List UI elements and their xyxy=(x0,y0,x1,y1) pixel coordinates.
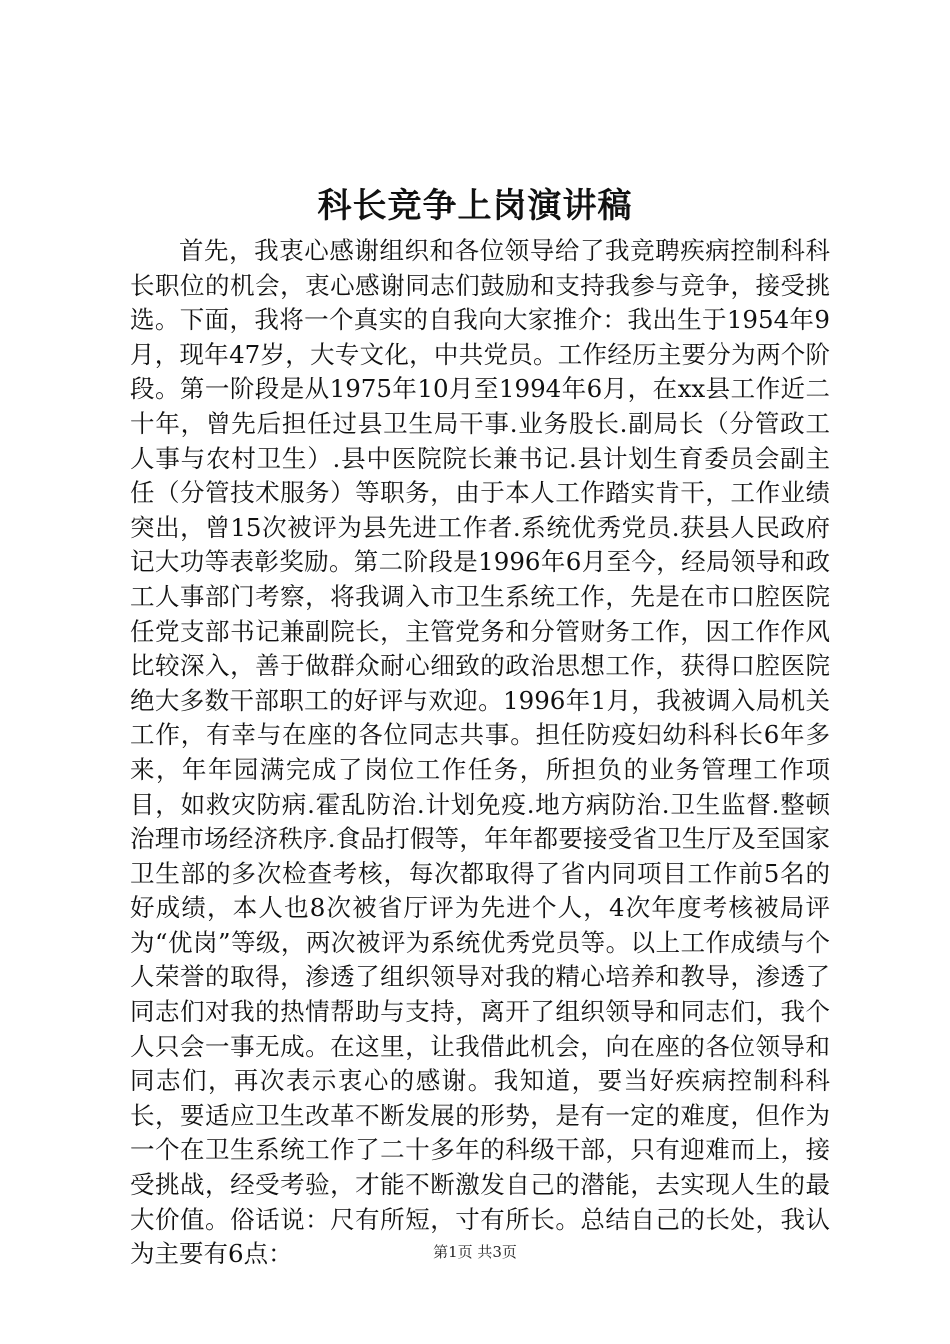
document-title: 科长竞争上岗演讲稿 xyxy=(317,186,633,226)
page-number-footer: 第1页 共3页 xyxy=(433,1243,517,1261)
document-body-paragraph: 首先，我衷心感谢组织和各位领导给了我竞聘疾病控制科科长职位的机会，衷心感谢同志们鼓励和支持我参与竞争，接受挑选。下面，我将一个真实的自我向大家推介：我出生于1954年9月，现年47岁，大专文化，中共党员。工作经历主要分为两个阶段。第一阶段是从1975年10月至1994年6月，在xx县工作近二十年，曾先后担任过县卫生局干事.业务股长.副局长（分管政工人事与农村卫生）.县中医院院长兼书记.县计划生育委员会副主任（分管技术服务）等职务，由于本人工作踏实肯干，工作业绩突出，曾15次被评为县先进工作者.系统优秀党员.获县人民政府记大功等表彰奖励。第二阶段是1996年6月至今，经局领导和政工人事部门考察，将我调入市卫生系统工作，先是在市口腔医院任党支部书记兼副院长，主管党务和分管财务工作，因工作作风比较深入，善于做群众耐心细致的政治思想工作，获得口腔医院绝大多数干部职工的好评与欢迎。1996年1月，我被调入局机关工作，有幸与在座的各位同志共事。担任防疫妇幼科科长6年多来，年年园满完成了岗位工作任务，所担负的业务管理工作项目，如救灾防病.霍乱防治.计划免疫.地方病防治.卫生监督.整顿治理市场经济秩序.食品打假等，年年都要接受省卫生厅及至国家卫生部的多次检查考核，每次都取得了省内同项目工作前5名的好成绩，本人也8次被省厅评为先进个人，4次年度考核被局评为“优岗”等级，两次被评为系统优秀党员等。以上工作成绩与个人荣誉的取得，渗透了组织领导对我的精心培养和教导，渗透了同志们对我的热情帮助与支持，离开了组织领导和同志们，我个人只会一事无成。在这里，让我借此机会，向在座的各位领导和同志们，再次表示衷心的感谢。我知道，要当好疾病控制科科长，要适应卫生改革不断发展的形势，是有一定的难度，但作为一个在卫生系统工作了二十多年的科级干部，只有迎难而上，接受挑战，经受考验，才能不断激发自己的潜能，去实现人生的最大价值。俗话说：尺有所短，寸有所长。总结自己的长处，我认为主要有6点： xyxy=(130,236,830,1269)
